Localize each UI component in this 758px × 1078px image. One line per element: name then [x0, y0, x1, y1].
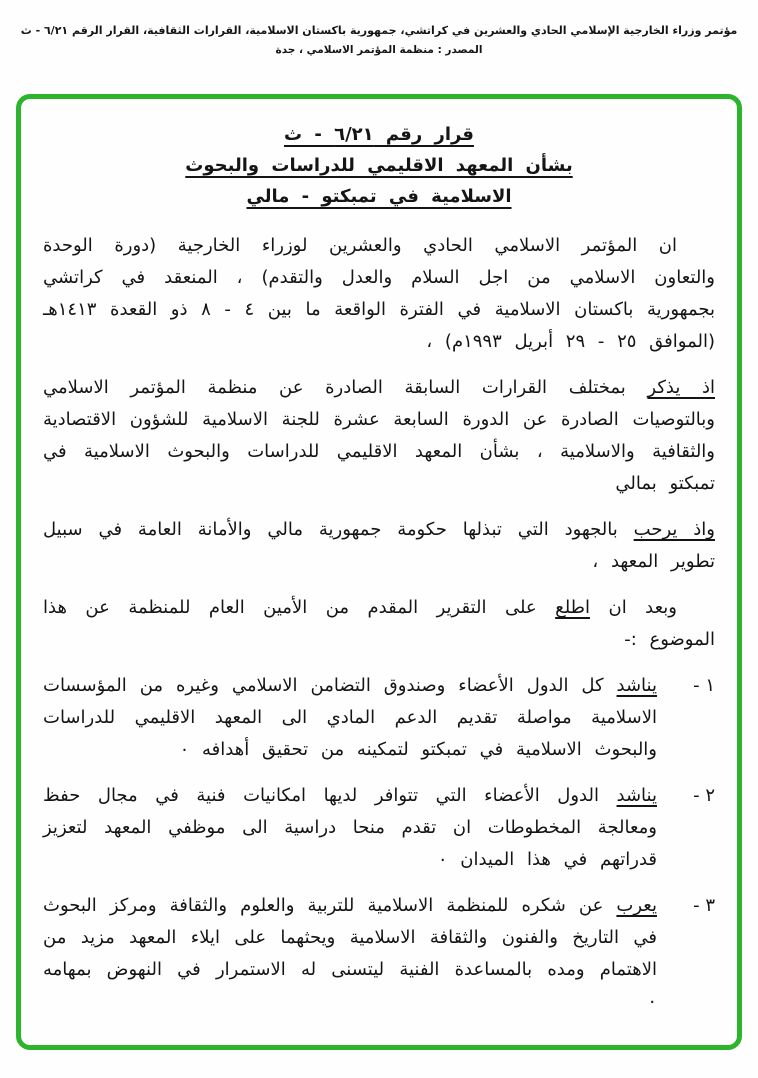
paragraph-lead-pre: وبعد ان	[590, 597, 677, 618]
clause-text: عن شكره للمنظمة الاسلامية للتربية والعلوم والثقافة ومركز البحوث في التاريخ والفنون والثقافة الاسلامية ويحثهما على ايلاء المعهد مزيد من الاهتمام ومده بالمساعدة الفنية ليتسنى له الاستمرار في النهوض بمهامه ٠	[43, 895, 657, 1012]
paragraph-lead: واذ يرحب	[633, 519, 715, 540]
paragraph-text: بمختلف القرارات السابقة الصادرة عن منظمة المؤتمر الاسلامي وبالتوصيات الصادرة عن الدورة السابعة عشرة للجنة الاسلامية للشؤون الاقتصادية والثقافية والاسلامية ، بشأن المعهد الاقليمي للدراسات والبحوث الاسلامية في تمبكتو بمالي	[43, 377, 715, 494]
having-reviewed-paragraph	[43, 592, 715, 656]
resolution-number-title: قرار رقم ٦/٢١ - ث	[284, 124, 474, 145]
paragraph-text: على التقرير المقدم من الأمين العام للمنظمة عن هذا الموضوع :-	[43, 597, 715, 650]
resolution-clauses	[43, 670, 715, 1018]
clause-2-appeal-manuscripts	[43, 780, 715, 876]
resolution-subject-title-2: الاسلامية في تمبكتو - مالي	[246, 186, 512, 207]
clause-lead: يناشد	[616, 785, 657, 806]
clause-lead: يناشد	[616, 675, 657, 696]
source-line: المصدر : منظمة المؤتمر الاسلامي ، جدة	[275, 44, 483, 56]
paragraph-lead: اطلع	[555, 597, 590, 618]
resolution-subject-title: بشأن المعهد الاقليمي للدراسات والبحوث	[185, 155, 573, 176]
paragraph-text: بالجهود التي تبذلها حكومة جمهورية مالي والأمانة العامة في سبيل تطوير المعهد ،	[43, 519, 715, 572]
clause-text: الدول الأعضاء التي تتوافر لديها امكانيات فنية في مجال حفظ ومعالجة المخطوطات ان تقدم منحا دراسية الى موظفي المعهد لتعزيز قدراتهم في هذا الميدان ٠	[43, 785, 657, 870]
resolution-title-block	[43, 119, 715, 212]
citation-header: مؤتمر وزراء الخارجية الإسلامي الحادي والعشرين في كراتشي، جمهورية باكستان الاسلامية، القرارات الثقافية، القرار الرقم ٦/٢١ - ث	[20, 24, 738, 37]
clause-number: ١ -	[693, 675, 715, 696]
clause-number: ٣ -	[693, 895, 715, 916]
clause-1-appeal-funding	[43, 670, 715, 766]
paragraph-lead: اذ يذكر	[647, 377, 715, 398]
clause-text: كل الدول الأعضاء وصندوق التضامن الاسلامي وغيره من المؤسسات الاسلامية مواصلة تقديم الدعم المادي الى المعهد الاقليمي للدراسات والبحوث الاسلامية في تمبكتو لتمكينه من تحقيق أهدافه ٠	[43, 675, 657, 760]
clause-text-block	[43, 890, 657, 1018]
clause-number: ٢ -	[693, 785, 715, 806]
recalling-paragraph	[43, 372, 715, 500]
clause-text-block	[43, 780, 657, 876]
paragraph-text: ان المؤتمر الاسلامي الحادي والعشرين لوزراء الخارجية (دورة الوحدة والتعاون الاسلامي من اجل السلام والعدل والتقدم) ، المنعقد في كراتشي بجمهورية باكستان الاسلامية في الفترة الواقعة ما بين ٤ - ٨ ذو القعدة ١٤١٣هـ (الموافق ٢٥ - ٢٩ أبريل ١٩٩٣م) ،	[43, 235, 715, 352]
document-green-frame	[16, 94, 742, 1050]
clause-lead: يعرب	[616, 895, 657, 916]
welcoming-paragraph	[43, 514, 715, 578]
clause-text-block	[43, 670, 657, 766]
clause-3-thanks-organizations	[43, 890, 715, 1018]
preamble-paragraph	[43, 230, 715, 358]
